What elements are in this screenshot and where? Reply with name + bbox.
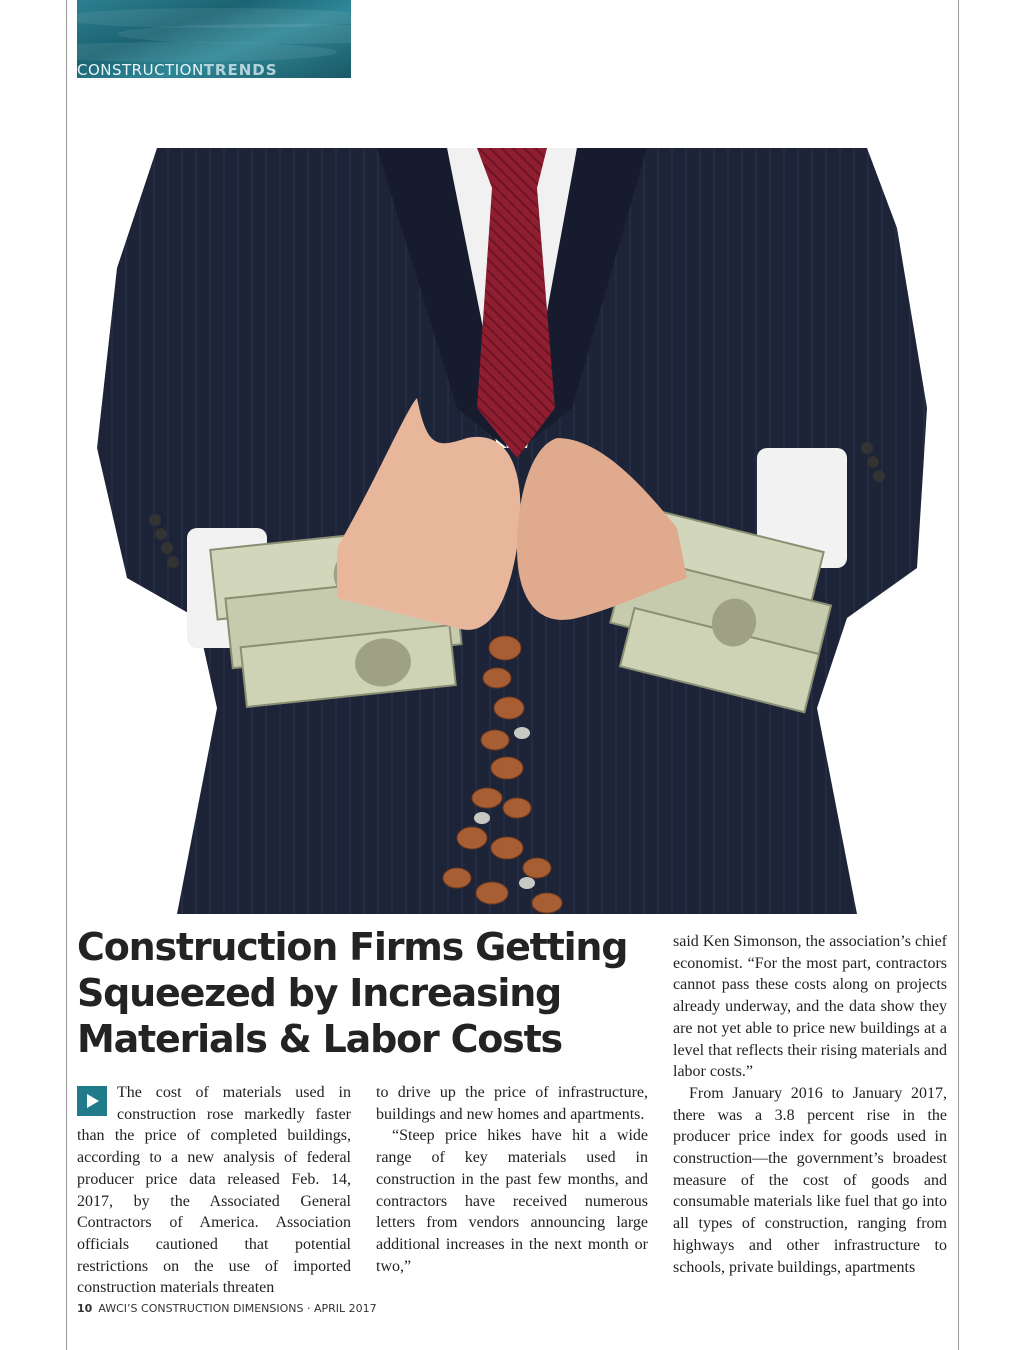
article-headline: Construction Firms Getting Squeezed by Increasing Materials & Labor Costs — [77, 925, 628, 1061]
body-paragraph: “Steep price hikes have hit a wide range of key materials used in construction in the past few months, and contractors have received numerous letters from vendors announcing large additional increases in the next month or two,” — [376, 1127, 648, 1275]
section-label — [77, 60, 278, 80]
section-label-light: CONSTRUCTION — [77, 61, 204, 79]
body-paragraph: said Ken Simonson, the association’s chief economist. “For the most part, contractors cannot pass these costs along on projects already underway, and the data show they are not yet able to price new buildings at a level that reflects their rising materials and labor costs.” — [673, 933, 947, 1081]
body-paragraph: The cost of materials used in construction rose markedly faster than the price of completed buildings, according to a new analysis of federal producer price data released Feb. 14, 2017, by the Associated General Contractors of America. Association officials cautioned that potential restrictions on the use of imported construction materials threaten — [77, 1084, 351, 1297]
play-arrow-icon — [77, 1086, 107, 1116]
body-column-3 — [673, 931, 947, 1278]
page-footer — [77, 1302, 377, 1315]
hero-image — [77, 148, 947, 914]
body-column-1 — [77, 1082, 351, 1299]
businessman-squeezing-money-icon — [77, 148, 947, 914]
publication-line: AWCI’S CONSTRUCTION DIMENSIONS · APRIL 2017 — [98, 1302, 377, 1315]
page-number: 10 — [77, 1302, 93, 1315]
body-column-2 — [376, 1082, 648, 1277]
section-label-bold: TRENDS — [203, 61, 278, 79]
body-paragraph: to drive up the price of infrastructure, buildings and new homes and apartments. — [376, 1084, 648, 1123]
body-paragraph: From January 2016 to January 2017, there was a 3.8 percent rise in the producer price index for goods used in construction—the government’s broadest measure of the cost of goods and consumable materials like fuel that go into all types of construction, ranging from highways and other infrastructure to schools, private buildings, apartments — [673, 1084, 947, 1276]
